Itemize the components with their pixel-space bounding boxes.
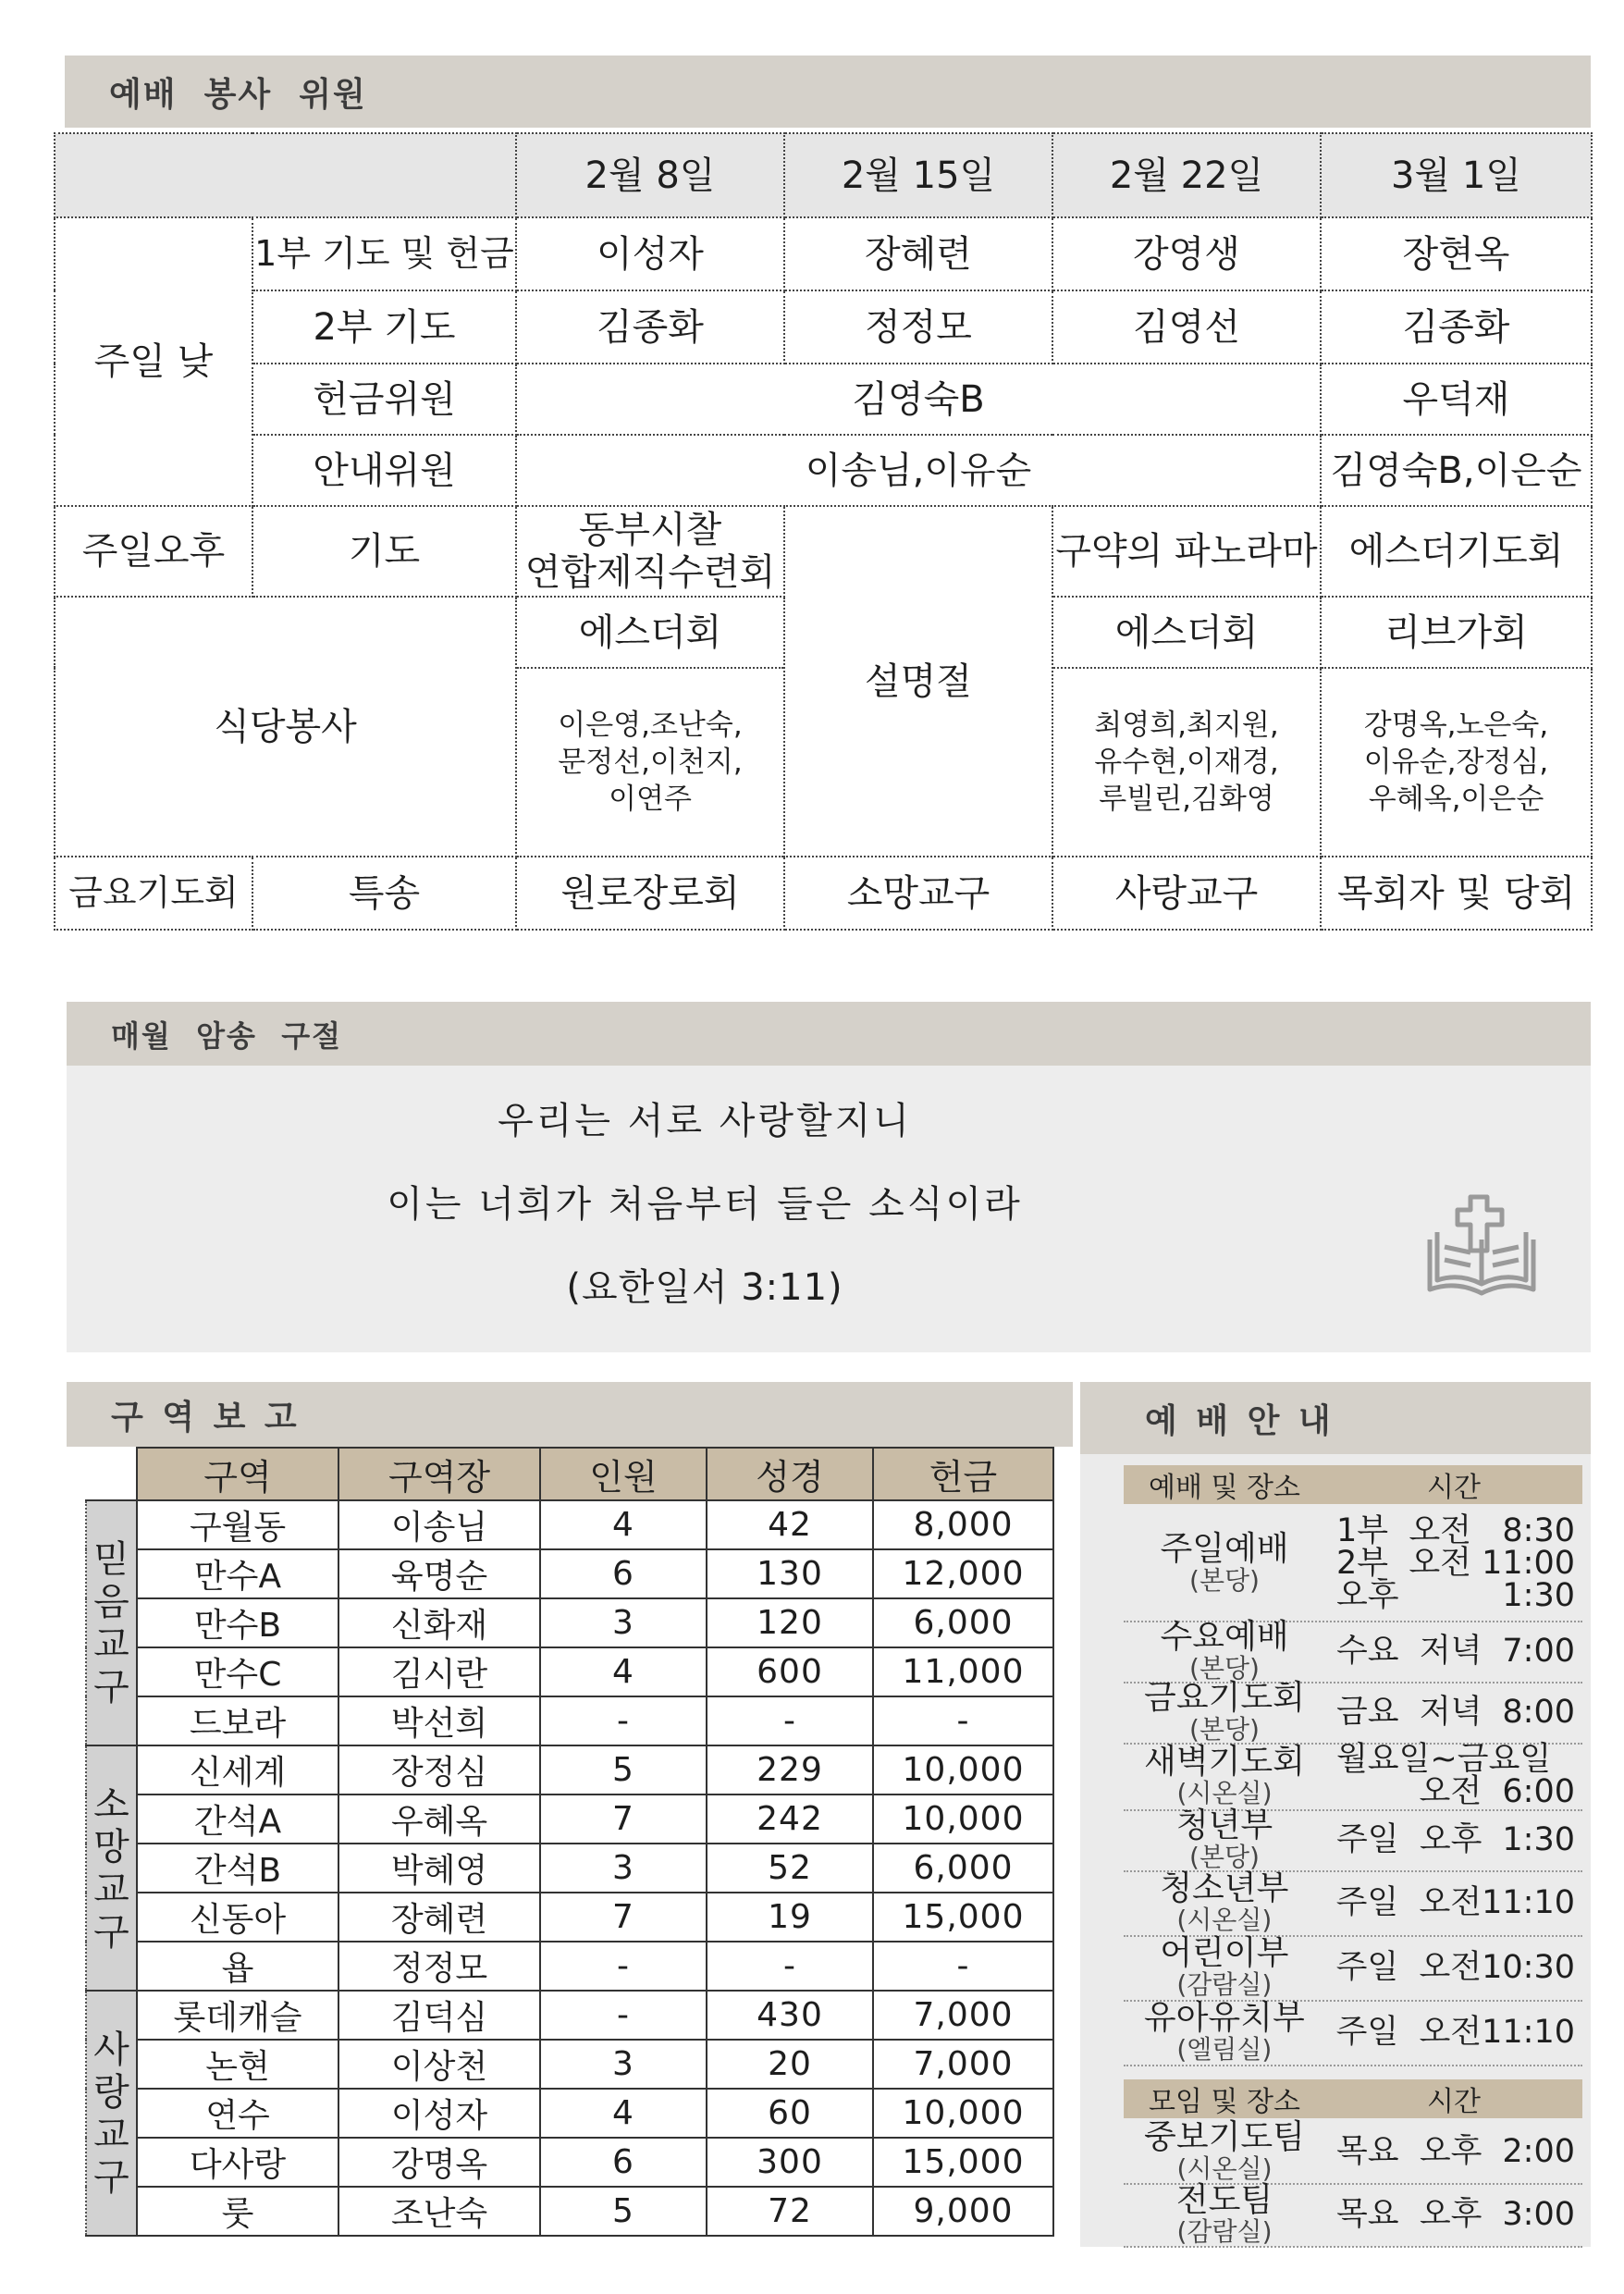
name-cell: 김영숙B (516, 364, 1321, 435)
district-name-cell: 만수B (137, 1598, 338, 1647)
time-line (1336, 2132, 1582, 2170)
name-cell: 이성자 (516, 217, 784, 290)
name-cell: 김종화 (1321, 290, 1592, 364)
time-value: 8:30 (1502, 1511, 1575, 1549)
attendance-cell: 7 (540, 1794, 707, 1844)
verse-line-1: 우리는 서로 사랑할지니 (498, 1100, 912, 1142)
guide-section-title: 예 배 안 내 (1145, 1401, 1335, 1440)
open-bible-icon (1417, 1186, 1546, 1315)
guide-service-header (1124, 1465, 1582, 1504)
service-place: (엘림실) (1176, 2034, 1273, 2066)
district-name-cell: 다사랑 (137, 2138, 338, 2187)
time-label: 주일 오전 (1335, 1948, 1483, 1986)
service-title: 청년부 (1175, 1807, 1273, 1845)
time-label: 주일 오전 (1335, 1883, 1483, 1921)
parish-group-label (86, 1745, 137, 1991)
leader-cell: 박혜영 (338, 1844, 540, 1893)
service-title: 청소년부 (1160, 1869, 1289, 1908)
service-title: 전도팀 (1175, 2181, 1273, 2220)
leader-cell: 이성자 (338, 2089, 540, 2138)
offering-cell: 6,000 (873, 1598, 1053, 1647)
guide-service-name (1124, 2000, 1325, 2065)
time-label: 오후 (1336, 1576, 1399, 1614)
guide-time (1325, 1870, 1582, 1935)
table-row (86, 1844, 1053, 1893)
leader-cell: 우혜옥 (338, 1794, 540, 1844)
service-title: 어린이부 (1160, 1934, 1289, 1973)
member-line: 이유순,장정심, (1363, 745, 1549, 779)
guide-row (1124, 1679, 1582, 1745)
leader-cell: 조난숙 (338, 2187, 540, 2236)
offering-cell: 12,000 (873, 1549, 1053, 1598)
leader-cell: 박선희 (338, 1696, 540, 1745)
time-label: 1부 오전 (1336, 1511, 1471, 1549)
verse-section-title: 매월 암송 구절 (111, 1018, 343, 1054)
time-label: 2부 오전 (1336, 1544, 1471, 1582)
role-label: 2부 기도 (252, 290, 516, 364)
friday-row (55, 857, 1592, 930)
service-place: (본당) (1189, 1653, 1260, 1684)
offering-cell: 10,000 (873, 1794, 1053, 1844)
guide-service-name (1124, 1743, 1325, 1809)
member-line: 최영희,최지원, (1094, 708, 1279, 742)
leader-cell: 신화재 (338, 1598, 540, 1647)
attendance-cell: 4 (540, 1500, 707, 1549)
time-value: 오전 6:00 (1419, 1773, 1575, 1810)
leader-cell: 정정모 (338, 1942, 540, 1991)
time-label: 목요 오후 (1336, 2132, 1483, 2170)
guide-row (1124, 2183, 1582, 2248)
parish-group-char: 랑 (93, 2070, 129, 2114)
role-label: 특송 (252, 857, 516, 930)
service-title: 새벽기도회 (1144, 1743, 1305, 1782)
member-line: 이은영,조난숙, (558, 708, 743, 742)
table-row (86, 2089, 1053, 2138)
guide-column-header: 시간 (1427, 2086, 1481, 2118)
guide-row (1124, 1870, 1582, 1937)
offering-cell: 15,000 (873, 1893, 1053, 1942)
time-line (1336, 1632, 1582, 1670)
guide-row (1124, 1743, 1582, 1811)
time-line (1335, 1883, 1582, 1921)
name-cell: 소망교구 (784, 857, 1052, 930)
name-cell: 장혜련 (784, 217, 1052, 290)
leader-cell: 육명순 (338, 1549, 540, 1598)
offering-cell: 10,000 (873, 2089, 1053, 2138)
sunday-pm-row (55, 506, 1592, 597)
role-label: 헌금위원 (252, 364, 516, 435)
time-label: 금요 저녁 (1336, 1693, 1483, 1731)
attendance-cell: 3 (540, 2040, 707, 2089)
offering-cell: 9,000 (873, 2187, 1053, 2236)
service-place: (시온실) (1176, 1778, 1273, 1809)
guide-time (1325, 1809, 1582, 1870)
district-rows (86, 1500, 1053, 2236)
offering-cell: - (873, 1696, 1053, 1745)
service-place: (본당) (1189, 1842, 1260, 1873)
leader-cell: 이상천 (338, 2040, 540, 2089)
column-header: 인원 (540, 1448, 707, 1500)
event-cell: 에스더기도회 (1321, 506, 1592, 597)
kitchen-group-cell: 에스더회 (516, 597, 784, 668)
guide-time (1325, 1506, 1582, 1621)
district-header-row (86, 1448, 1053, 1500)
guide-row (1124, 1506, 1582, 1622)
district-name-cell: 구월동 (137, 1500, 338, 1549)
time-value: 1:30 (1502, 1820, 1575, 1858)
date-cell: 2월 15일 (784, 133, 1052, 217)
bible-reading-cell: 20 (707, 2040, 873, 2089)
time-label: 월요일~금요일 (1336, 1741, 1552, 1778)
service-place: (본당) (1189, 1565, 1260, 1597)
parish-group-char: 구 (93, 2155, 129, 2199)
service-committee-table (54, 132, 1593, 931)
time-line (1336, 1773, 1582, 1810)
parish-group-char: 소 (93, 1782, 129, 1826)
bible-reading-cell: 229 (707, 1745, 873, 1794)
name-cell: 정정모 (784, 290, 1052, 364)
district-name-cell: 만수C (137, 1647, 338, 1696)
parish-group-char: 교 (93, 1868, 129, 1911)
table-row (86, 1991, 1053, 2040)
time-line (1336, 1693, 1582, 1731)
second-prayer-row (55, 290, 1592, 364)
time-value: 11:00 (1482, 1544, 1575, 1582)
attendance-cell: - (540, 1942, 707, 1991)
leader-cell: 김시란 (338, 1647, 540, 1696)
time-value: 11:10 (1482, 1883, 1575, 1921)
guide-service-name (1124, 1935, 1325, 2000)
leader-cell: 강명옥 (338, 2138, 540, 2187)
guide-time (1325, 1935, 1582, 2000)
time-line (1336, 1576, 1582, 1614)
offering-cell: 6,000 (873, 1844, 1053, 1893)
sunday-pm-label: 주일오후 (55, 506, 252, 597)
guide-row (1124, 1809, 1582, 1872)
time-label: 주일 오전 (1335, 2013, 1483, 2051)
table-row (86, 2138, 1053, 2187)
time-line (1335, 2013, 1582, 2051)
time-label: 주일 오후 (1336, 1820, 1483, 1858)
date-cell: 2월 22일 (1052, 133, 1321, 217)
attendance-cell: 4 (540, 2089, 707, 2138)
parish-group-char: 믿 (93, 1537, 129, 1581)
parish-group-label (86, 1991, 137, 2236)
offering-cell: 11,000 (873, 1647, 1053, 1696)
guide-column-header: 예배 및 장소 (1149, 1472, 1300, 1504)
offering-row (55, 364, 1592, 435)
service-title: 금요기도회 (1144, 1679, 1305, 1718)
service-title: 유아유치부 (1143, 1999, 1305, 2038)
leader-cell: 장정심 (338, 1745, 540, 1794)
attendance-cell: 5 (540, 1745, 707, 1794)
event-cell (516, 506, 784, 597)
usher-row (55, 435, 1592, 506)
kitchen-members-cell (1321, 668, 1592, 857)
offering-cell: 10,000 (873, 1745, 1053, 1794)
date-cell: 3월 1일 (1321, 133, 1592, 217)
friday-label: 금요기도회 (55, 857, 252, 930)
header-blank-cell (55, 133, 516, 217)
member-line: 강명옥,노은숙, (1363, 708, 1549, 742)
header-blank-cell (86, 1448, 137, 1500)
table-row (86, 2187, 1053, 2236)
parish-group-char: 구 (93, 1665, 129, 1708)
guide-section-header (1080, 1382, 1591, 1454)
parish-group-char: 망 (93, 1825, 129, 1868)
district-section-title: 구 역 보 고 (111, 1398, 301, 1437)
time-line (1336, 1544, 1582, 1582)
time-line (1335, 1948, 1582, 1986)
name-cell: 김영선 (1052, 290, 1321, 364)
district-section-header (67, 1382, 1073, 1447)
table-row (86, 1647, 1053, 1696)
service-title: 수요예배 (1160, 1618, 1289, 1657)
role-label: 안내위원 (252, 435, 516, 506)
name-cell: 장현옥 (1321, 217, 1592, 290)
time-line (1336, 1820, 1582, 1858)
district-name-cell: 연수 (137, 2089, 338, 2138)
service-place: (감람실) (1176, 1969, 1273, 2001)
attendance-cell: - (540, 1991, 707, 2040)
time-value: 1:30 (1502, 1576, 1575, 1614)
bible-reading-cell: 120 (707, 1598, 873, 1647)
table-row (86, 1696, 1053, 1745)
guide-row (1124, 1618, 1582, 1684)
service-place: (본당) (1189, 1714, 1260, 1745)
attendance-cell: 6 (540, 2138, 707, 2187)
verse-section-header (67, 1002, 1591, 1066)
name-cell: 우덕재 (1321, 364, 1592, 435)
offering-cell: 7,000 (873, 2040, 1053, 2089)
table-row (86, 1598, 1053, 1647)
attendance-cell: 7 (540, 1893, 707, 1942)
attendance-cell: 6 (540, 1549, 707, 1598)
time-label: 수요 저녁 (1336, 1632, 1483, 1670)
time-line (1336, 1511, 1582, 1549)
event-line: 연합제직수련회 (524, 551, 776, 594)
district-name-cell: 간석B (137, 1844, 338, 1893)
district-name-cell: 욥 (137, 1942, 338, 1991)
name-cell: 사랑교구 (1052, 857, 1321, 930)
kitchen-members-cell (516, 668, 784, 857)
guide-row (1124, 2120, 1582, 2185)
guide-service-name (1124, 1679, 1325, 1745)
kitchen-label: 식당봉사 (55, 597, 516, 857)
kitchen-members-cell (1052, 668, 1321, 857)
member-line: 루빌린,김화영 (1099, 783, 1274, 817)
kitchen-group-cell: 에스더회 (1052, 597, 1321, 668)
time-value: 2:00 (1502, 2132, 1575, 2170)
bible-reading-cell: 242 (707, 1794, 873, 1844)
guide-service-name (1124, 1870, 1325, 1935)
guide-service-name (1124, 2120, 1325, 2183)
service-place: (시온실) (1176, 2153, 1273, 2185)
bible-reading-cell: 72 (707, 2187, 873, 2236)
parish-group-char: 교 (93, 1622, 129, 1666)
guide-service-name (1124, 1506, 1325, 1621)
verse-panel (67, 1066, 1591, 1352)
parish-group-char: 사 (93, 2028, 129, 2071)
column-header: 헌금 (873, 1448, 1053, 1500)
district-name-cell: 드보라 (137, 1696, 338, 1745)
bible-reading-cell: 42 (707, 1500, 873, 1549)
service-place: (감람실) (1176, 2216, 1273, 2248)
table-row (86, 1893, 1053, 1942)
member-line: 우혜옥,이은순 (1368, 783, 1544, 817)
name-cell: 김종화 (516, 290, 784, 364)
table-row (86, 2040, 1053, 2089)
parish-group-label (86, 1500, 137, 1745)
guide-service-name (1124, 2183, 1325, 2246)
column-header: 성경 (707, 1448, 873, 1500)
name-cell: 목회자 및 당회 (1321, 857, 1592, 930)
name-cell: 원로장로회 (516, 857, 784, 930)
name-cell: 김영숙B,이은순 (1321, 435, 1592, 506)
district-name-cell: 만수A (137, 1549, 338, 1598)
role-label: 기도 (252, 506, 516, 597)
sunday-day-label: 주일 낮 (55, 217, 252, 506)
table-row (86, 1942, 1053, 1991)
time-line (1336, 2195, 1582, 2233)
bible-reading-cell: 430 (707, 1991, 873, 2040)
district-name-cell: 간석A (137, 1794, 338, 1844)
guide-service-name (1124, 1618, 1325, 1684)
parish-group-char: 교 (93, 2113, 129, 2156)
role-label: 1부 기도 및 헌금 (252, 217, 516, 290)
parish-group-char: 구 (93, 1910, 129, 1954)
guide-time (1325, 1682, 1582, 1743)
service-title: 중보기도팀 (1144, 2118, 1305, 2157)
district-name-cell: 롯데캐슬 (137, 1991, 338, 2040)
attendance-cell: 4 (540, 1647, 707, 1696)
guide-column-header: 시간 (1427, 1472, 1481, 1504)
service-section-title: 예배 봉사 위원 (109, 75, 367, 114)
event-cell: 구약의 파노라마 (1052, 506, 1321, 597)
verse-line-2: 이는 너희가 처음부터 들은 소식이라 (387, 1183, 1023, 1226)
member-line: 유수현,이재경, (1094, 745, 1279, 779)
bible-reading-cell: 19 (707, 1893, 873, 1942)
district-name-cell: 신세계 (137, 1745, 338, 1794)
attendance-cell: - (540, 1696, 707, 1745)
offering-cell: - (873, 1942, 1053, 1991)
table-row (86, 1549, 1053, 1598)
time-line (1336, 1741, 1582, 1778)
leader-cell: 장혜련 (338, 1893, 540, 1942)
service-place: (시온실) (1176, 1905, 1273, 1936)
attendance-cell: 5 (540, 2187, 707, 2236)
event-line: 동부시찰 (578, 509, 722, 551)
guide-time (1325, 2000, 1582, 2065)
attendance-cell: 3 (540, 1844, 707, 1893)
time-value: 10:30 (1482, 1948, 1575, 1986)
guide-row (1124, 2000, 1582, 2066)
name-cell: 강영생 (1052, 217, 1321, 290)
name-cell: 이송님,이유순 (516, 435, 1321, 506)
time-value: 3:00 (1502, 2195, 1575, 2233)
guide-column-header: 모임 및 장소 (1149, 2086, 1300, 2118)
bible-reading-cell: 52 (707, 1844, 873, 1893)
bible-reading-cell: - (707, 1696, 873, 1745)
time-label: 목요 오후 (1336, 2195, 1483, 2233)
table-row (86, 1500, 1053, 1549)
time-value: 8:00 (1502, 1693, 1575, 1731)
member-line: 문정선,이천지, (558, 745, 743, 779)
leader-cell: 김덕심 (338, 1991, 540, 2040)
holiday-cell: 설명절 (784, 506, 1052, 857)
leader-cell: 이송님 (338, 1500, 540, 1549)
bible-reading-cell: 60 (707, 2089, 873, 2138)
offering-cell: 7,000 (873, 1991, 1053, 2040)
time-value: 7:00 (1502, 1632, 1575, 1670)
kitchen-group-cell: 리브가회 (1321, 597, 1592, 668)
district-report-table (85, 1447, 1054, 2237)
guide-time (1325, 2120, 1582, 2183)
guide-time (1325, 1743, 1582, 1809)
guide-time (1325, 1621, 1582, 1682)
attendance-cell: 3 (540, 1598, 707, 1647)
offering-cell: 8,000 (873, 1500, 1053, 1549)
bible-reading-cell: - (707, 1942, 873, 1991)
first-prayer-row (55, 217, 1592, 290)
date-cell: 2월 8일 (516, 133, 784, 217)
guide-service-name (1124, 1807, 1325, 1873)
date-header-row (55, 133, 1592, 217)
service-section-header (65, 56, 1591, 128)
district-name-cell: 논현 (137, 2040, 338, 2089)
column-header: 구역 (137, 1448, 338, 1500)
district-name-cell: 신동아 (137, 1893, 338, 1942)
table-row (86, 1745, 1053, 1794)
bible-reading-cell: 300 (707, 2138, 873, 2187)
guide-time (1325, 2183, 1582, 2246)
parish-group-char: 음 (93, 1580, 129, 1623)
bible-reading-cell: 600 (707, 1647, 873, 1696)
column-header: 구역장 (338, 1448, 540, 1500)
bible-reading-cell: 130 (707, 1549, 873, 1598)
verse-reference: (요한일서 3:11) (566, 1266, 843, 1309)
offering-cell: 15,000 (873, 2138, 1053, 2187)
district-name-cell: 룻 (137, 2187, 338, 2236)
time-value: 11:10 (1482, 2013, 1575, 2051)
table-row (86, 1794, 1053, 1844)
guide-row (1124, 1935, 1582, 2002)
service-title: 주일예배 (1160, 1530, 1289, 1569)
member-line: 이연주 (609, 783, 692, 817)
guide-meeting-header (1124, 2079, 1582, 2118)
